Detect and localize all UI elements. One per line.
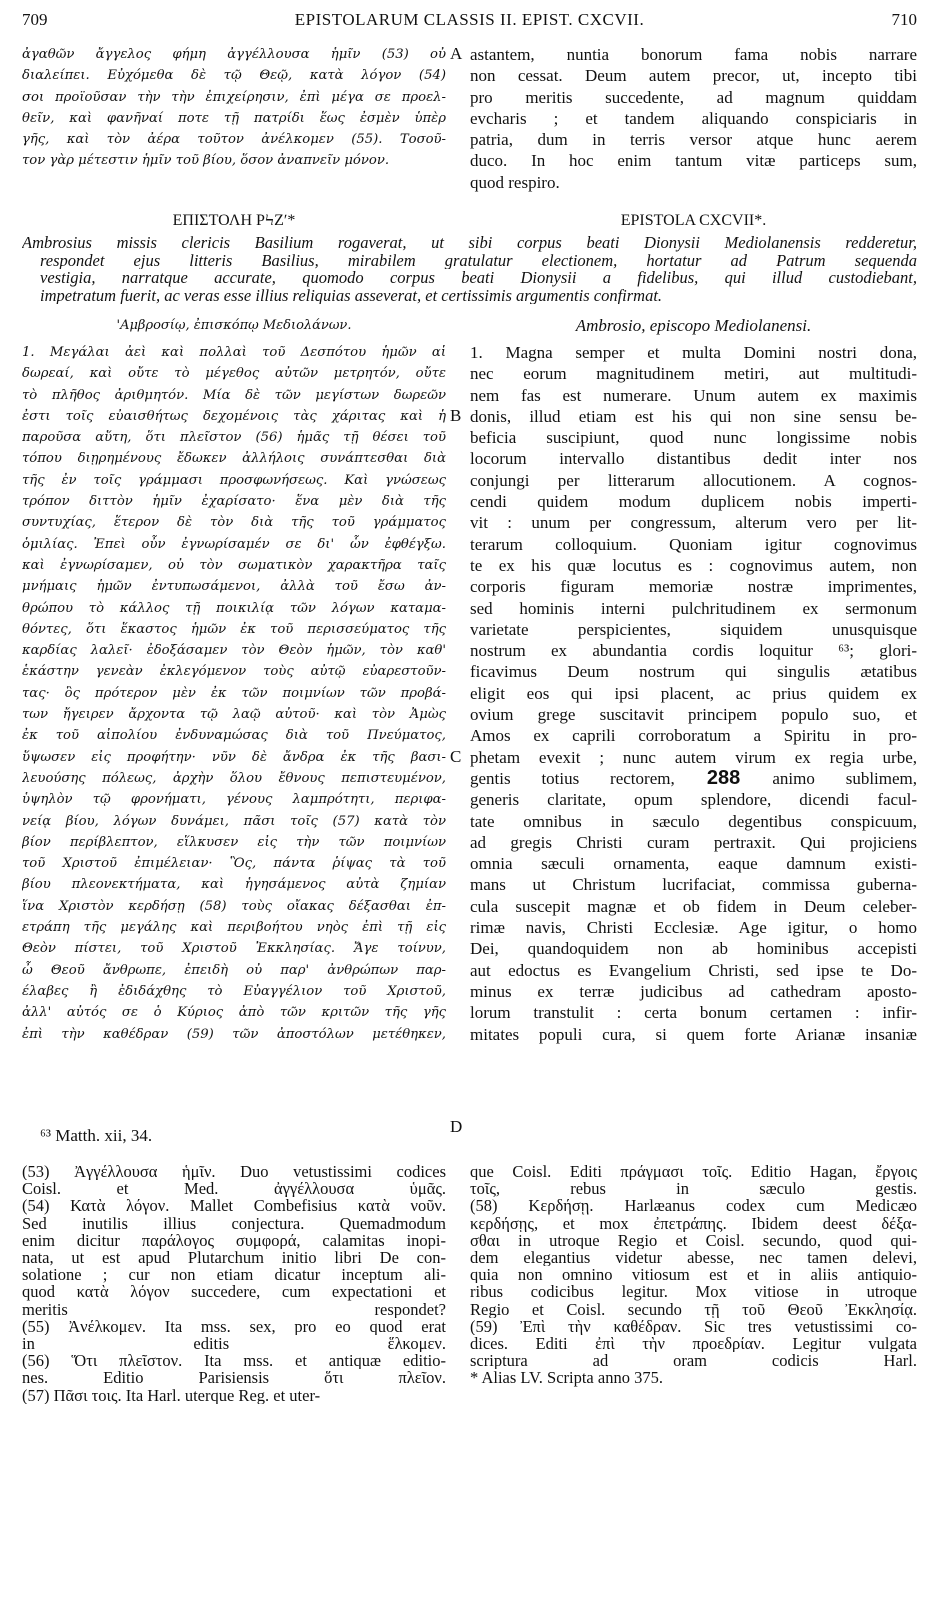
critical-note-line: dices. Editi ἐπὶ τὴν προεδρίαν. Legitur vulgata bbox=[470, 1335, 917, 1353]
critical-note-line: τοῖς, rebus in sæculo gestis. bbox=[470, 1180, 917, 1198]
running-title: EPISTOLARUM CLASSIS II. EPIST. CXCVII. bbox=[294, 10, 645, 29]
address-greek: 'Αμβροσίῳ, ἐπισκόπῳ Μεδιολάνων. bbox=[116, 318, 352, 333]
greek-text-line: λευούσης πόλεως, ἀρχὴν ὅλου ἔθνους πεπιστευμένον, bbox=[22, 770, 446, 786]
greek-text-line: δωρεαί, καὶ οὔτε τὸ μέγεθος αὐτῶν μετρητόν, οὔτε bbox=[22, 366, 446, 382]
latin-text-line: corporis figuram memoriæ nostræ imprimentes, bbox=[470, 577, 917, 597]
greek-text-line: τας· ὃς πρότερον μὲν ἐκ τῶν ποιμνίων τῶν προβά- bbox=[22, 685, 446, 701]
latin-text-line: mans ut Christum lucrifaciat, commissa guberna- bbox=[470, 875, 917, 895]
critical-note-line: quod κατὰ λόγον succedere, cum expectationi et bbox=[22, 1283, 446, 1301]
latin-text-line: ad gregis Christi curam pertraxit. Qui projiciens bbox=[470, 832, 917, 852]
greek-text-line: έλαβες ἢ ἐδιδάχθης τὸ Εὐαγγέλιον τοῦ Χριστοῦ, bbox=[22, 983, 446, 999]
latin-text-line: phetam evexit ; nunc autem virum ex regia urbe, bbox=[470, 747, 917, 767]
greek-text-line: ἐπὶ τὴν καθέδραν (59) τῶν ἀποστόλων μετέθηκεν, bbox=[22, 1026, 446, 1042]
greek-text-line: παροῦσα αὕτη, ὅτι πλεῖστον (56) ἡμᾶς τῇ θέσει τοῦ bbox=[22, 430, 446, 446]
address-latin: Ambrosio, episcopo Mediolanensi. bbox=[575, 316, 812, 335]
critical-note-line: (55) Ἀνέλκομεν. Ita mss. sex, pro eo quod erat bbox=[22, 1317, 446, 1336]
greek-text-line: σοι προϊοῦσαν τὴν τὴν ἐπιχείρησιν, ἐπὶ μέγα σε προελ- bbox=[22, 89, 446, 105]
greek-text-line: ἑκάστην γενεὰν ἐκλεγόμενον τοὺς αὐτῷ εὐαρεστοῦν- bbox=[22, 664, 446, 680]
critical-note-line: in editis ἕλκομεν. bbox=[22, 1335, 446, 1353]
greek-text-line: 1. Μεγάλαι ἀεὶ καὶ πολλαὶ τοῦ Δεσπότου ἡμῶν αἱ bbox=[22, 345, 446, 360]
latin-text-line: tate omnibus in sæculo degentibus conspicuum, bbox=[470, 811, 917, 831]
greek-text-line: ὦ Θεοῦ ἄνθρωπε, ἐπειδὴ οὐ παρ' ἀνθρώπων παρ- bbox=[22, 962, 446, 978]
greek-text-line: τοῦ Χριστοῦ ἐπιμέλειαν· Ὃς, πάντα ῥίψας τὰ τοῦ bbox=[22, 856, 446, 872]
latin-text-line: terarum colloquium. Quoniam igitur cognovimus bbox=[470, 534, 917, 554]
greek-text-line: ἀλλ' αὐτός σε ὁ Κύριος ἀπὸ τῶν κριτῶν τῆς γῆς bbox=[22, 1005, 446, 1021]
margin-marker-c: C bbox=[450, 747, 462, 766]
critical-note-line: dem elegantius videtur abesse, nec tamen delevi, bbox=[470, 1249, 917, 1267]
epistle-summary bbox=[22, 234, 917, 304]
greek-text-line: ὑψηλὸν τῷ φρονήματι, γένους λαμπρότητι, περιφα- bbox=[22, 792, 446, 808]
latin-text-line: gentis totius rectorem, 288 animo sublimem, bbox=[470, 767, 917, 789]
greek-text-line: συντυχίας, ἕτερον δὲ τὸν διὰ τῆς τοῦ γράμματος bbox=[22, 515, 446, 531]
latin-text-line: vit : unum per congressum, alterum vero per lit- bbox=[470, 513, 917, 533]
notes-right-column bbox=[470, 1163, 917, 1387]
greek-text-line: Θεὸν πίστει, τοῦ Χριστοῦ Ἐκκλησίας. Ἄγε τοίνυν, bbox=[22, 941, 446, 957]
latin-text-line: evcharis ; et tandem aliquando conspiciaris in bbox=[470, 108, 917, 128]
greek-text-line: θόντες, ὅτι ἕκαστος ἡμῶν ἐκ τοῦ περισσεύματος τῆς bbox=[22, 621, 446, 637]
latin-text-line: nostrum ex abundantia cordis loquitur ⁶³; glori- bbox=[470, 641, 917, 661]
latin-text-line: mitates populi cura, si quem forte Arianæ insaniæ bbox=[470, 1024, 917, 1044]
latin-text-line: cendi quidem modum duplicem nobis imperti- bbox=[470, 492, 917, 512]
greek-text-line: βίον περίβλεπτον, εἵλκυσεν εἰς τὴν τῶν ποιμνίων bbox=[22, 834, 446, 850]
greek-text-line: ἀγαθῶν ἄγγελος φήμη ἀγγέλλουσα ἡμῖν (53) οὐ bbox=[22, 47, 446, 62]
latin-text-line: patria, dum in terris versor atque hunc aerem bbox=[470, 130, 917, 150]
latin-text-line: non cessat. Deum autem precor, ut, incepto tibi bbox=[470, 66, 917, 86]
greek-text-line: καὶ ἐγνωρίσαμεν, οὐ τὸν σωματικὸν χαρακτῆρα ταῖς bbox=[22, 557, 446, 573]
footnote-reference: ⁶³ Matth. xii, 34. bbox=[40, 1126, 153, 1145]
critical-note-line: ribus codicibus legitur. Mox vitiose in utroque bbox=[470, 1283, 917, 1301]
latin-text-line: cula suscepit magnæ et ob fidem in Deum celeber- bbox=[470, 896, 917, 916]
critical-note-line: (58) Κερδήσῃ. Harlæanus codex cum Medicæo bbox=[470, 1197, 917, 1215]
greek-text-line: θεῖν, καὶ φανῆναί ποτε τῇ πατρίδι ἕως ἐσμὲν ὑπὲρ bbox=[22, 110, 446, 126]
latin-text-line: omnia sæculi ornamenta, eaque damnum existi- bbox=[470, 854, 917, 874]
greek-text-line: γῆς, καὶ τὸν ἀέρα τοῦτον ἀνέλκομεν (55). Τοσοῦ- bbox=[22, 132, 446, 148]
latin-text-line: Dei, quandoquidem non ab hominibus accepisti bbox=[470, 939, 917, 959]
greek-text-line: τῆς ἐν τοῖς γράμμασι προσφωνήσεως. Καὶ γνώσεως bbox=[22, 472, 446, 488]
latin-text-line: aut edoctus es Evangelium Christi, sed ipse te Do- bbox=[470, 960, 917, 980]
main-latin-column bbox=[470, 342, 917, 1045]
critical-note-line: enim dicitur παράλογος συμφορά, calamitas inopi- bbox=[22, 1231, 446, 1250]
greek-text-line: θρώπου τὸ κάλλος τῇ ποικιλίᾳ τῶν λόγων καταμα- bbox=[22, 600, 446, 616]
critical-note-line: (57) Πᾶσι τοις. Ita Harl. uterque Reg. et uter- bbox=[22, 1386, 321, 1404]
summary-line: Ambrosius missis clericis Basilium rogaverat, ut sibi corpus beati Dionysii Mediolanensis redderetur, bbox=[22, 234, 917, 252]
margin-marker-d: D bbox=[450, 1117, 463, 1136]
critical-note-line: nes. Editio Parisiensis ὅτι πλεῖον. bbox=[22, 1369, 446, 1387]
latin-text-line: donis, illud etiam est his qui non sine sensu be- bbox=[470, 406, 917, 426]
greek-text-line: τὸ πλῆθος ἀριθμητόν. Μία δὲ τῶν μεγίστων δωρεῶν bbox=[22, 387, 446, 403]
greek-text-line: ὕψωσεν εἰς προφήτην· νῦν δὲ ἄνδρα ἐκ τῆς βασι- bbox=[22, 749, 446, 765]
latin-text-line: beficia suscipiunt, quod nunc longissime nobis bbox=[470, 428, 917, 448]
latin-text-line: duco. In hoc enim tantum vitæ particeps sum, bbox=[470, 151, 917, 171]
critical-note-line: κερδήσῃς, et mox ἐπετράπης. Ibidem deest δέξα- bbox=[470, 1214, 917, 1232]
greek-text-line: τρόπον διττὸν ἡμῖν ἐχαρίσατο· ἕνα μὲν διὰ τῆς bbox=[22, 494, 446, 510]
latin-text-line: pro meritis succedente, ad magnum quiddam bbox=[470, 87, 917, 107]
notes-left-column bbox=[22, 1163, 446, 1404]
latin-text-line: 1. Magna semper et multa Domini nostri dona, bbox=[470, 343, 917, 362]
latin-text-line: varietate perspicientes, siquidem unusquisque bbox=[470, 619, 917, 639]
critical-note-line: solatione ; cur non etiam dicatur inceptum ali- bbox=[22, 1266, 446, 1284]
greek-text-line: ὁμιλίας. Ἐπεὶ οὖν ἐγνωρίσαμέν σε δι' ὧν ἐφθέγξω. bbox=[22, 536, 446, 552]
page-number-right: 710 bbox=[891, 10, 917, 29]
margin-marker-a: A bbox=[450, 44, 463, 63]
latin-text-line: sed hominis interni pulchritudinem ex sermonum bbox=[470, 598, 917, 618]
summary-line: respondet ejus litteris Basilius, mirabilem gratulatur electionem, hortatur ad Patrum sequenda bbox=[40, 251, 917, 269]
critical-note-line: nata, ut est apud Plutarchum initio libri De con- bbox=[22, 1249, 446, 1267]
top-latin-column bbox=[470, 44, 917, 193]
critical-note-line: que Coisl. Editi πράγμασι τοῖς. Editio Hagan, ἔργοις bbox=[470, 1163, 917, 1181]
running-header bbox=[22, 10, 917, 36]
greek-text-line: ἵνα Χριστὸν κερδήσῃ (58) τοὺς οἴακας δέξασθαι ἐπ- bbox=[22, 898, 446, 914]
critical-note-line: σθαι in utroque Regio et Coisl. secundo, quod qui- bbox=[470, 1231, 917, 1250]
latin-text-line: astantem, nuntia bonorum fama nobis narrare bbox=[470, 45, 917, 64]
critical-note-line: (59) Ἐπὶ τὴν καθέδραν. Sic tres vetustissimi co- bbox=[470, 1317, 917, 1336]
main-greek-column bbox=[22, 342, 446, 1045]
critical-note-line: (56) Ὅτι πλεῖστον. Ita mss. et antiquæ editio- bbox=[22, 1352, 446, 1370]
latin-text-line: lorum transtulit : certa bonum certamen : infir- bbox=[470, 1003, 917, 1023]
critical-note-line: Sed inutilis illius conjectura. Quemadmodum bbox=[22, 1214, 446, 1232]
summary-line: impetratum fuerit, ac veras esse illius reliquias asseverat, et certissimis argumentis confirmat. bbox=[40, 286, 663, 304]
greek-text-line: ἐστι τοῖς εὐαισθήτως δεχομένοις τὰς χάριτας καὶ ἡ bbox=[22, 408, 446, 424]
latin-text-line: eligit eos qui ipsi placent, ac prius quidem ex bbox=[470, 683, 917, 703]
latin-text-line-tail: animo sublimem, bbox=[772, 768, 917, 788]
latin-text-line: generis claritate, opum splendore, dicendi facul- bbox=[470, 790, 917, 810]
critical-note-line: Regio et Coisl. secundo τῇ τοῦ Θεοῦ Ἐκκλησίᾳ. bbox=[470, 1300, 917, 1318]
epistle-heading-greek: ΕΠΙΣΤΟΛΗ ΡϞΖʹ* bbox=[172, 212, 296, 229]
top-greek-column bbox=[22, 44, 446, 172]
latin-text-line: rimæ navis, Christi Ecclesiæ. Age igitur, o homo bbox=[470, 918, 917, 938]
critical-note-line: Coisl. et Med. ἀγγέλλουσα ὑμᾶς. bbox=[22, 1180, 446, 1198]
greek-text-line: ετράπη τῆς μεγάλης καὶ περιβοήτου νηὸς ἐπὶ τῇ εἰς bbox=[22, 920, 446, 936]
critical-note-line: (53) Ἀγγέλλουσα ἡμῖν. Duo vetustissimi codices bbox=[22, 1163, 446, 1181]
greek-text-line: βίου πλεονεκτήματα, καὶ ἡγησάμενος αὐτὰ ζημίαν bbox=[22, 877, 446, 893]
greek-text-line: διαλείπει. Εὐχόμεθα δὲ τῷ Θεῷ, κατὰ λόγον (54) bbox=[22, 68, 446, 84]
latin-text-line: locorum intervallo distantibus dedit inter nos bbox=[470, 449, 917, 469]
greek-text-line: νείᾳ βίου, λόγων δυνάμει, πᾶσι τοῖς (57) κατὰ τὸν bbox=[22, 813, 446, 829]
summary-line: vestigia, narratque accurate, quomodo corpus beati Dionysii a fidelibus, qui illud custodiebant, bbox=[40, 269, 917, 287]
critical-note-line: meritis respondet? bbox=[22, 1300, 446, 1318]
greek-text-line: καρδίας λαλεῖ· ἐδοξάσαμεν τὸν Θεὸν ἡμῶν, τὸν καθ' bbox=[22, 643, 446, 659]
latin-text-line: ficavimus Deum nostrum qui singulis ætatibus bbox=[470, 662, 917, 682]
critical-note-line: scriptura ad oram codicis Harl. bbox=[470, 1352, 917, 1370]
greek-text-line: των ἤγειρεν ἄρχοντα τῷ λαῷ αὐτοῦ· καὶ τὸν Ἀμὼς bbox=[22, 707, 446, 723]
latin-text-line: te ex his quæ locutus es : cognovimus autem, non bbox=[470, 555, 917, 575]
latin-text-line: nem fas est numerare. Unum autem ex maximis bbox=[470, 385, 917, 405]
column-number-marker: 288 bbox=[674, 767, 773, 789]
latin-text-line: ovium grege suscitavit principem populo suo, et bbox=[470, 705, 917, 725]
margin-marker-b: B bbox=[450, 406, 462, 425]
greek-text-line: τόπου διῃρημένους ἔδωκεν ἀλλήλοις συνάπτεσθαι διὰ bbox=[22, 451, 446, 467]
greek-text-line: μνήμαις ἡμῶν ἐντυπωσάμενοι, ἀλλὰ τοῦ ἔσω ἀν- bbox=[22, 579, 446, 595]
critical-note-line: * Alias LV. Scripta anno 375. bbox=[470, 1369, 663, 1387]
latin-text-line: conjungi per litterarum allocutionem. A cognos- bbox=[470, 470, 917, 490]
critical-note-line: quia non omnino vitiosum est et in aliis antiquio- bbox=[470, 1266, 917, 1284]
critical-note-line: (54) Κατὰ λόγον. Mallet Combefisius κατὰ νοῦν. bbox=[22, 1197, 446, 1215]
latin-text-line: Amos ex caprili corroboratum a Spiritu in pro- bbox=[470, 726, 917, 746]
epistle-heading-latin: EPISTOLA CXCVII*. bbox=[620, 212, 767, 229]
page-number-left: 709 bbox=[22, 10, 48, 29]
latin-text-line: nec eorum magnitudinem metiri, aut multitudi- bbox=[470, 364, 917, 384]
greek-text-line: ἐκ τοῦ αἰπολίου ἐνδυναμώσας διὰ τοῦ Πνεύματος, bbox=[22, 728, 446, 744]
latin-text-line: minus ex terræ judicibus ad cathedram aposto- bbox=[470, 981, 917, 1001]
greek-text-line: τον γὰρ μέτεστιν ἡμῖν τοῦ βίου, ὅσον ἀναπνεῖν μόνον. bbox=[22, 153, 390, 169]
latin-text-line: quod respiro. bbox=[470, 172, 560, 192]
